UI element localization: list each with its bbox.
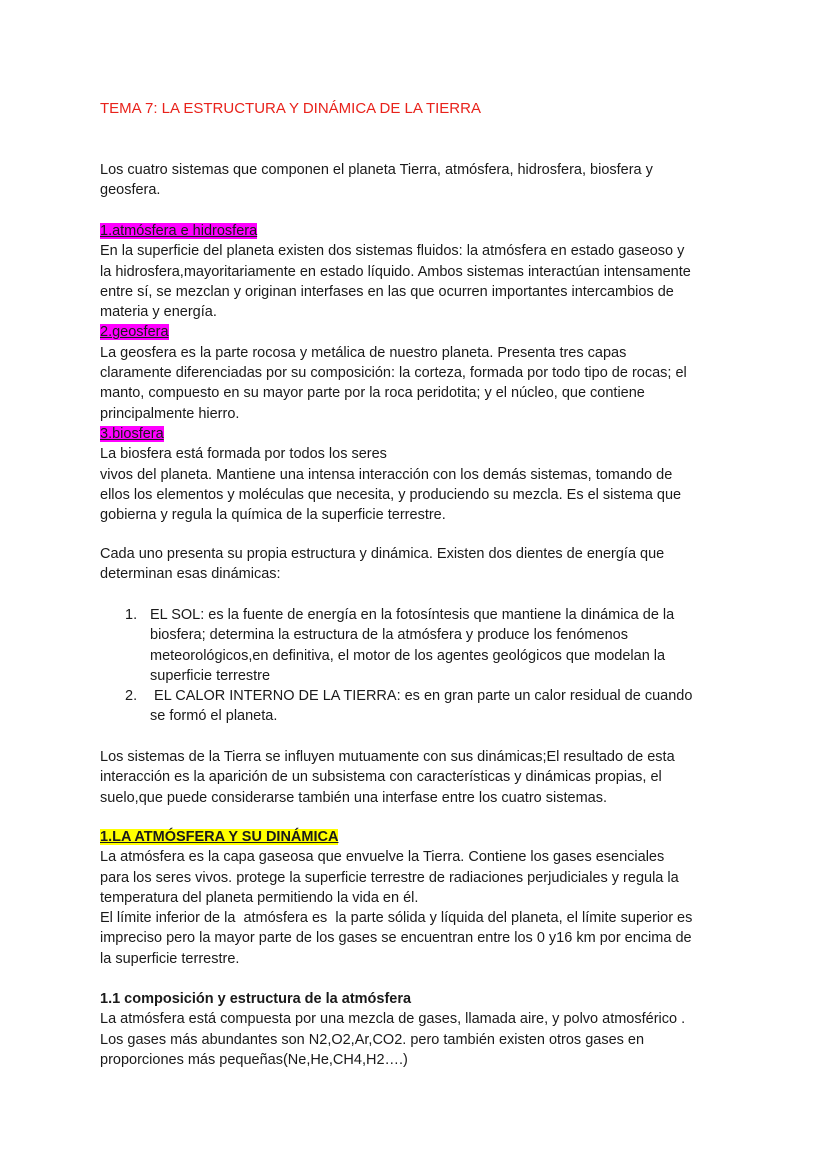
energy-intro-paragraph xyxy=(100,544,740,585)
text-line: Los gases más abundantes son N2,O2,Ar,CO2. pero también existen otros gases en xyxy=(100,1031,645,1048)
text-line: superficie terrestre xyxy=(150,667,271,684)
text-line: temperatura del planeta permitiendo la vida en él. xyxy=(100,889,419,906)
text-line: principalmente hierro. xyxy=(100,405,240,422)
text-line: materia y energía. xyxy=(100,304,217,321)
text-line: interacción es la aparición de un subsistema con características y dinámicas propias, el xyxy=(100,769,662,786)
text-line: geosfera. xyxy=(100,182,161,199)
text-line: La biosfera está formada por todos los seres xyxy=(100,446,387,463)
atmosphere-section xyxy=(100,827,740,969)
text-line: se formó el planeta. xyxy=(150,708,278,725)
page-title: TEMA 7: LA ESTRUCTURA Y DINÁMICA DE LA TIERRA xyxy=(100,100,481,117)
text-line: suelo,que puede considerarse también una interfase entre los cuatro sistemas. xyxy=(100,789,607,806)
text-line: impreciso pero la mayor parte de los gases se encuentran entre los 0 y16 km por encima de xyxy=(100,930,692,947)
energy-sources-list xyxy=(100,605,740,727)
text-line: vivos del planeta. Mantiene una intensa interacción con los demás sistemas, tomando de xyxy=(100,466,673,483)
list-item xyxy=(100,605,740,686)
text-line: determinan esas dinámicas: xyxy=(100,566,281,583)
section-heading-atmosfera: 1.atmósfera e hidrosfera xyxy=(100,223,258,239)
text-line: para los seres vivos. protege la superficie terrestre de radiaciones perjudiciales y regula la xyxy=(100,869,679,886)
text-line: la superficie terrestre. xyxy=(100,950,240,967)
text-line: biosfera; determina la estructura de la atmósfera y produce los fenómenos xyxy=(150,627,628,644)
text-line: El límite inferior de la atmósfera es la parte sólida y líquida del planeta, el límite superior es xyxy=(100,910,693,927)
text-line: La atmósfera es la capa gaseosa que envuelve la Tierra. Contiene los gases esenciales xyxy=(100,849,665,866)
list-number: 1. xyxy=(125,607,138,623)
composition-section xyxy=(100,989,740,1070)
text-line: gobierna y regula la química de la superficie terrestre. xyxy=(100,507,446,524)
text-line: la hidrosfera,mayoritariamente en estado líquido. Ambos sistemas interactúan intensamente xyxy=(100,263,691,280)
text-line: proporciones más pequeñas(Ne,He,CH4,H2….) xyxy=(100,1051,408,1068)
text-line: La geosfera es la parte rocosa y metálica de nuestro planeta. Presenta tres capas xyxy=(100,344,627,361)
systems-section xyxy=(100,221,740,525)
text-line: manto, compuesto en su mayor parte por la roca peridotita; y el núcleo, que contiene xyxy=(100,385,645,402)
text-line: En la superficie del planeta existen dos sistemas fluidos: la atmósfera en estado gaseoso y xyxy=(100,243,685,260)
text-line: La atmósfera está compuesta por una mezcla de gases, llamada aire, y polvo atmosférico . xyxy=(100,1011,686,1028)
list-number: 2. xyxy=(125,688,138,705)
list-item xyxy=(100,686,740,727)
text-line: Los sistemas de la Tierra se influyen mutuamente con sus dinámicas;El resultado de esta xyxy=(100,749,675,765)
section-heading-biosfera: 3.biosfera xyxy=(100,425,164,442)
section-heading-geosfera: 2.geosfera xyxy=(100,324,169,341)
intro-paragraph xyxy=(100,160,740,201)
text-line: claramente diferenciadas por su composición: la corteza, formada por todo tipo de rocas; el xyxy=(100,365,687,382)
text-line: entre sí, se mezclan y originan interfases en las que ocurren importantes intercambios de xyxy=(100,283,674,300)
section-heading-atmosfera-dinamica: 1.LA ATMÓSFERA Y SU DINÁMICA xyxy=(100,829,339,845)
text-line: EL SOL: es la fuente de energía en la fotosíntesis que mantiene la dinámica de la xyxy=(150,607,675,623)
text-line: Cada uno presenta su propia estructura y dinámica. Existen dos dientes de energía que xyxy=(100,546,665,562)
systems-interaction-paragraph xyxy=(100,747,740,808)
text-line: ellos los elementos y moléculas que necesita, y produciendo su mezcla. Es el sistema que xyxy=(100,486,682,503)
text-line: EL CALOR INTERNO DE LA TIERRA: es en gran parte un calor residual de cuando xyxy=(150,688,693,705)
subsection-heading: 1.1 composición y estructura de la atmósfera xyxy=(100,991,412,1007)
text-line: Los cuatro sistemas que componen el planeta Tierra, atmósfera, hidrosfera, biosfera y xyxy=(100,162,653,178)
text-line: meteorológicos,en definitiva, el motor de los agentes geológicos que modelan la xyxy=(150,647,666,664)
